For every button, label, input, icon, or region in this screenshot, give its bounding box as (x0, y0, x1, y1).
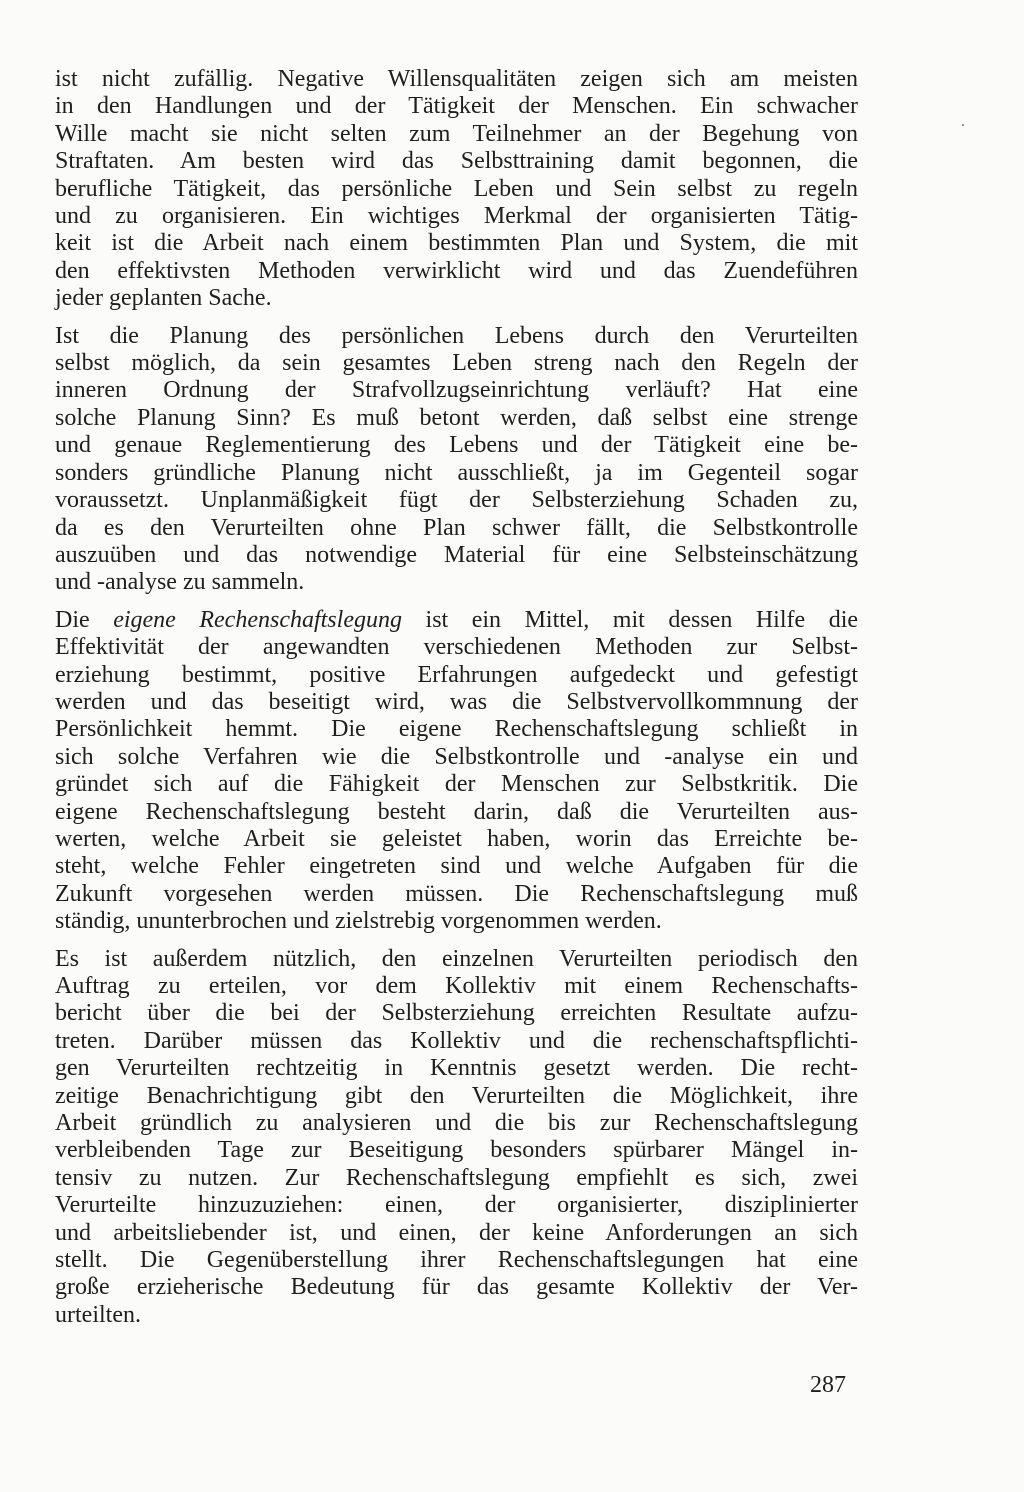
text-line: keit ist die Arbeit nach einem bestimmten Plan und System, die mit (55, 230, 858, 257)
paragraph-4 (55, 946, 858, 1330)
text-line: gen Verurteilten rechtzeitig in Kenntnis gesetzt werden. Die recht- (55, 1055, 858, 1082)
text-line: Arbeit gründlich zu analysieren und die bis zur Rechenschaftslegung (55, 1110, 858, 1137)
text-line: urteilten. (55, 1301, 141, 1328)
page-number: 287 (810, 1372, 846, 1398)
text-line: zeitige Benachrichtigung gibt den Verurteilten die Möglichkeit, ihre (55, 1082, 858, 1109)
text-line: inneren Ordnung der Strafvollzugseinrichtung verläuft? Hat eine (55, 377, 858, 404)
text-line: erziehung bestimmt, positive Erfahrungen aufgedeckt und gefestigt (55, 661, 858, 688)
paragraph-3 (55, 607, 858, 936)
text-line: Wille macht sie nicht selten zum Teilnehmer an der Begehung von (55, 120, 858, 147)
text-line: voraussetzt. Unplanmäßigkeit fügt der Selbsterziehung Schaden zu, (55, 487, 858, 514)
paragraph-2 (55, 323, 858, 597)
body-text (55, 66, 858, 1339)
text-line: und zu organisieren. Ein wichtiges Merkmal der organisierten Tätig- (55, 203, 858, 230)
text-line: und arbeitsliebender ist, und einen, der keine Anforderungen an sich (55, 1219, 858, 1246)
text-line: große erzieherische Bedeutung für das gesamte Kollektiv der Ver- (55, 1274, 858, 1301)
text-run: Die (55, 606, 114, 633)
text-line: Effektivität der angewandten verschiedenen Methoden zur Selbst- (55, 634, 858, 661)
paragraph-1 (55, 66, 858, 313)
text-line: bericht über die bei der Selbsterziehung erreichten Resultate aufzu- (55, 1000, 858, 1027)
text-line: solche Planung Sinn? Es muß betont werden, daß selbst eine strenge (55, 404, 858, 431)
text-line (55, 607, 858, 634)
text-line: sich solche Verfahren wie die Selbstkontrolle und -analyse ein und (55, 743, 858, 770)
text-line: verbleibenden Tage zur Beseitigung besonders spürbarer Mängel in- (55, 1137, 858, 1164)
emphasized-term: eigene Rechenschaftslegung (113, 606, 402, 633)
text-line: treten. Darüber müssen das Kollektiv und die rechenschaftspflichti- (55, 1027, 858, 1054)
text-line: gründet sich auf die Fähigkeit der Menschen zur Selbstkritik. Die (55, 771, 858, 798)
text-line: werten, welche Arbeit sie geleistet haben, worin das Erreichte be- (55, 825, 858, 852)
text-line: Verurteilte hinzuzuziehen: einen, der organisierter, disziplinierter (55, 1192, 858, 1219)
text-line: tensiv zu nutzen. Zur Rechenschaftslegung empfiehlt es sich, zwei (55, 1164, 858, 1191)
text-line: eigene Rechenschaftslegung besteht darin, daß die Verurteilten aus- (55, 798, 858, 825)
text-line: da es den Verurteilten ohne Plan schwer fällt, die Selbstkontrolle (55, 514, 858, 541)
text-line: steht, welche Fehler eingetreten sind und welche Aufgaben für die (55, 853, 858, 880)
text-line: Persönlichkeit hemmt. Die eigene Rechenschaftslegung schließt in (55, 716, 858, 743)
text-line: jeder geplanten Sache. (55, 285, 272, 312)
text-line: selbst möglich, da sein gesamtes Leben streng nach den Regeln der (55, 350, 858, 377)
text-line: Ist die Planung des persönlichen Lebens durch den Verurteilten (55, 322, 858, 349)
text-line: ständig, ununterbrochen und zielstrebig vorgenommen werden. (55, 908, 662, 935)
text-line: und -analyse zu sammeln. (55, 569, 305, 596)
text-line: und genaue Reglementierung des Lebens und der Tätigkeit eine be- (55, 432, 858, 459)
text-line: in den Handlungen und der Tätigkeit der Menschen. Ein schwacher (55, 93, 858, 120)
text-run: ist ein Mittel, mit dessen Hilfe die (401, 606, 859, 633)
text-line: Straftaten. Am besten wird das Selbsttraining damit begonnen, die (55, 148, 858, 175)
text-line: Auftrag zu erteilen, vor dem Kollektiv mit einem Rechenschafts- (55, 973, 858, 999)
text-line: sonders gründliche Planung nicht ausschließt, ja im Gegenteil sogar (55, 459, 858, 486)
text-line: Es ist außerdem nützlich, den einzelnen Verurteilten periodisch den (55, 945, 858, 972)
text-line: stellt. Die Gegenüberstellung ihrer Rechenschaftslegungen hat eine (55, 1247, 858, 1274)
text-line: werden und das beseitigt wird, was die Selbstvervollkommnung der (55, 688, 858, 715)
paper-speck (962, 124, 964, 126)
text-line: ist nicht zufällig. Negative Willensqualitäten zeigen sich am meisten (55, 66, 858, 92)
text-line: berufliche Tätigkeit, das persönliche Leben und Sein selbst zu regeln (55, 175, 858, 202)
text-line: Zukunft vorgesehen werden müssen. Die Rechenschaftslegung muß (55, 880, 858, 907)
text-line: den effektivsten Methoden verwirklicht wird und das Zuendeführen (55, 257, 858, 284)
text-line: auszuüben und das notwendige Material für eine Selbsteinschätzung (55, 541, 858, 568)
